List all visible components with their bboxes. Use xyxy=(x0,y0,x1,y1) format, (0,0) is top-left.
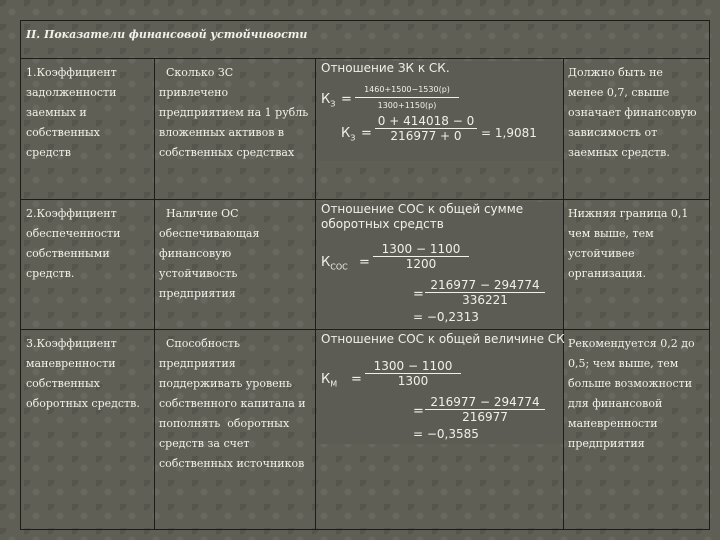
row2-meaning: Наличие ОС обеспечивающая финансовую устойчивость предприятия xyxy=(159,207,260,300)
row1-equals-2: = xyxy=(361,126,372,141)
table-title: II. Показатели финансовой устойчивости xyxy=(26,28,308,41)
row1-lhs: $К_З$ xyxy=(321,92,336,109)
row3-equals: = xyxy=(351,372,362,387)
row1-fraction-1 xyxy=(355,83,459,113)
row1-formula xyxy=(317,61,563,161)
row1-den1: 1300+1150(р) xyxy=(377,101,437,110)
row2-den2: 336221 xyxy=(462,293,508,307)
row2-num1: 1300 − 1100 xyxy=(373,242,469,257)
row3-den1: 1300 xyxy=(397,374,429,388)
row2-fraction-2 xyxy=(425,278,545,308)
row3-meaning: Способность предприятия поддерживать уровень собственного капитала и пополнять оборотных средств за счет собственных источников xyxy=(159,337,306,470)
column-divider xyxy=(563,59,564,529)
row2-equals-2: = xyxy=(413,287,424,302)
row1-fraction-2 xyxy=(375,114,477,144)
row3-result: = −0,3585 xyxy=(413,427,479,441)
row2-num2: 216977 − 294774 xyxy=(425,278,545,293)
row1-num1: 1460+1500−1530(р) xyxy=(355,83,459,98)
column-divider xyxy=(315,59,316,529)
row-divider xyxy=(21,329,709,330)
financial-stability-table xyxy=(20,20,710,530)
row1-lhs-2: $К_З$ xyxy=(341,126,356,143)
row2-equals: = xyxy=(359,255,370,270)
row3-lhs: $К_М$ xyxy=(321,372,338,389)
row1-equals: = xyxy=(341,92,352,107)
row2-fraction-1 xyxy=(373,242,469,272)
column-divider xyxy=(154,59,155,529)
row1-den2: 216977 + 0 xyxy=(390,129,462,143)
row2-lhs: $К_{СОС}$ xyxy=(321,255,348,272)
row1-formula-title: Отношение ЗК к СК. xyxy=(321,61,450,75)
row2-indicator-name: 2.Коэффициент обеспеченности собственными средств. xyxy=(26,207,121,280)
row3-norm: Рекомендуется 0,2 до 0,5; чем выше, тем больше возможности для финансовой маневренности предприятия xyxy=(568,337,695,450)
row3-fraction-2 xyxy=(425,395,545,425)
row2-result: = −0,2313 xyxy=(413,310,479,324)
row3-fraction-1 xyxy=(365,359,461,389)
row1-indicator-name: 1.Коэффициент задолженности заемных и собственных средств xyxy=(26,66,117,159)
row3-formula xyxy=(317,332,563,444)
row2-den1: 1200 xyxy=(405,257,437,271)
row3-num2: 216977 − 294774 xyxy=(425,395,545,410)
row1-norm: Должно быть не менее 0,7, свыше означает финансовую зависимость от заемных средств. xyxy=(568,66,697,159)
row3-equals-2: = xyxy=(413,404,424,419)
row3-den2: 216977 xyxy=(462,410,508,424)
row2-formula xyxy=(317,202,563,328)
row-divider xyxy=(21,199,709,200)
row3-indicator-name: 3.Коэффициент маневренности собственных оборотных средств. xyxy=(26,337,140,410)
row3-num1: 1300 − 1100 xyxy=(365,359,461,374)
row3-formula-title: Отношение СОС к общей величине СК xyxy=(321,332,565,346)
row1-meaning: Сколько ЗС привлечено предприятием на 1 рубль вложенных активов в собственных средствах xyxy=(159,66,309,159)
table-title-row xyxy=(21,21,709,59)
row2-formula-title: Отношение СОС к общей сумме оборотных средств xyxy=(321,202,524,231)
row2-norm: Нижняя граница 0,1 чем выше, тем устойчивее организация. xyxy=(568,207,689,280)
row1-result: = 1,9081 xyxy=(481,126,537,140)
row1-num2: 0 + 414018 − 0 xyxy=(375,114,477,129)
